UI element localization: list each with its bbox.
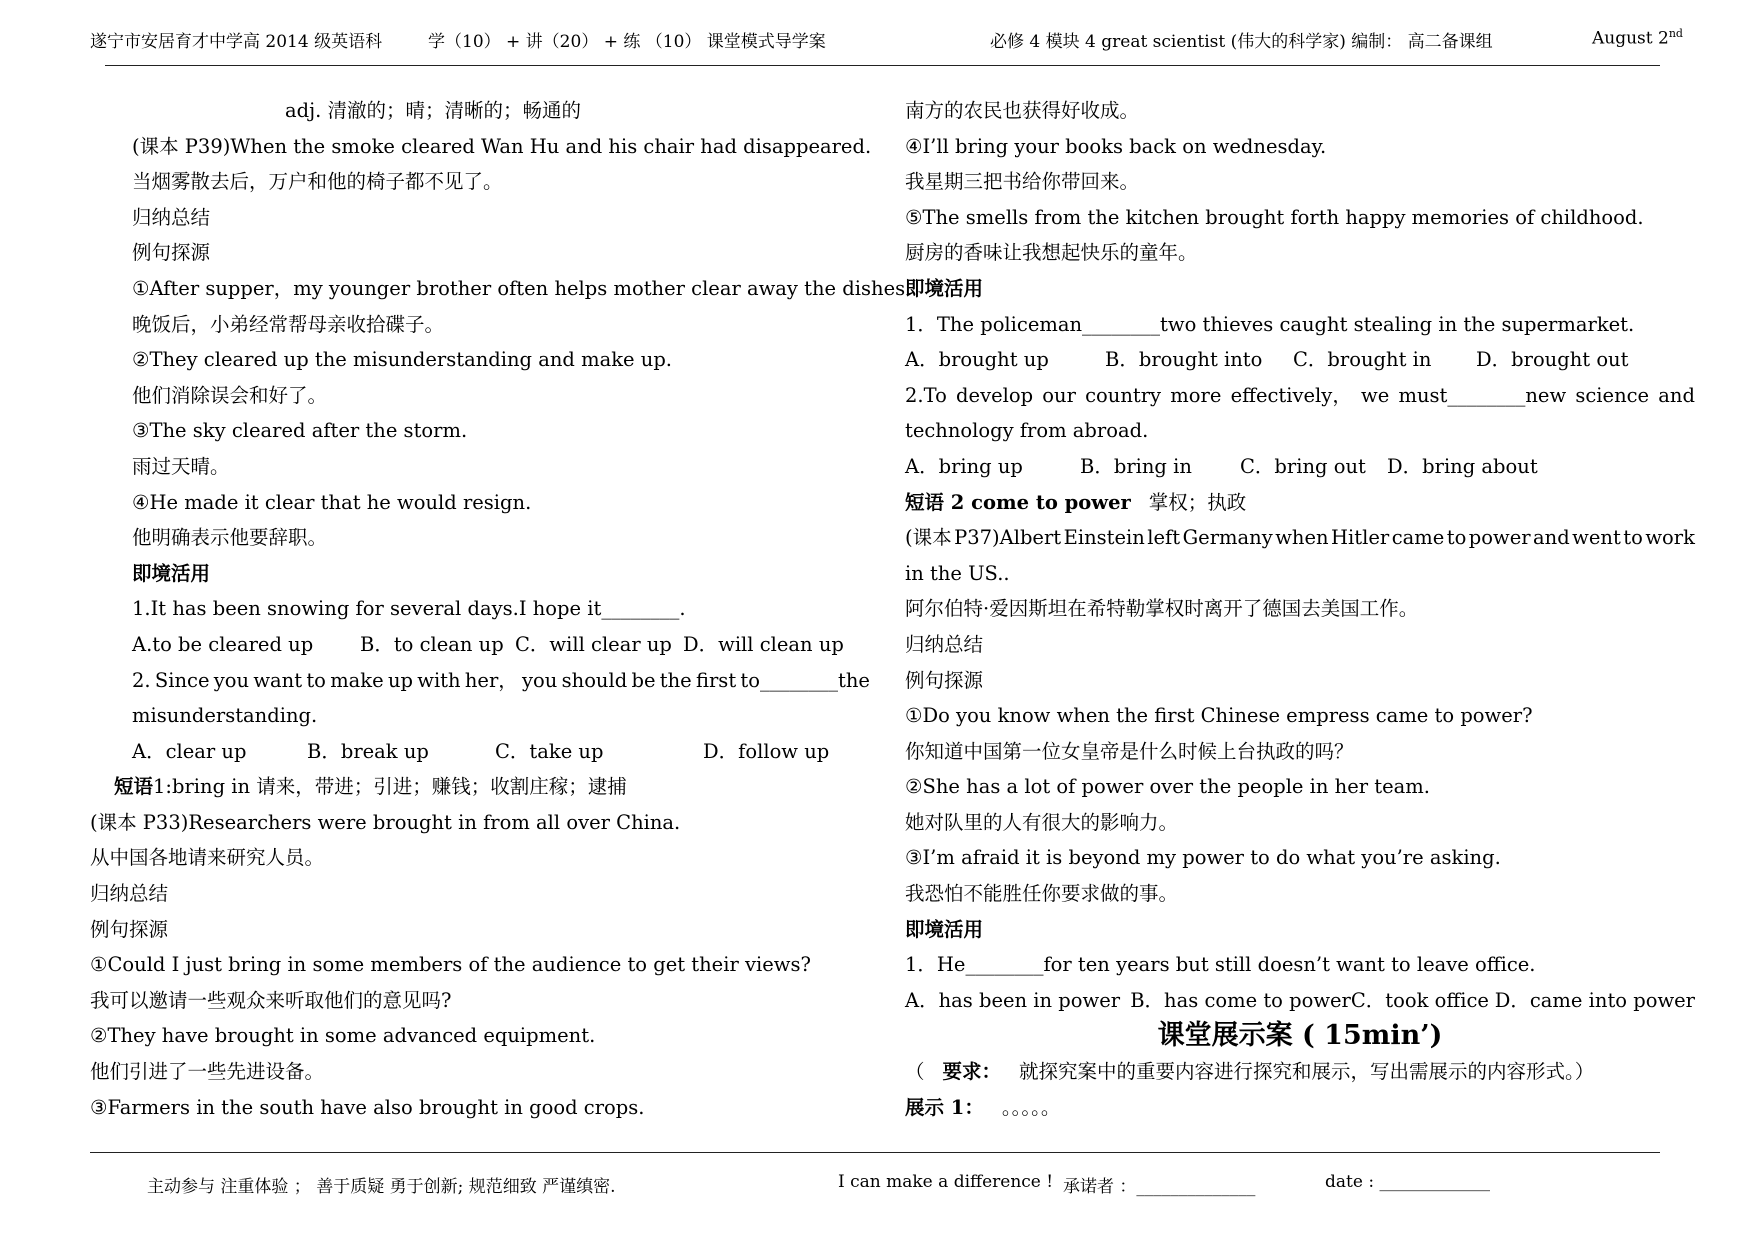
p2-word: went [1572,526,1621,550]
option-c: C．take up [495,739,604,763]
q2-word: and [1658,383,1695,407]
p2-word: (课本 [905,526,952,550]
header-module: 必修 4 模块 4 great scientist (伟大的科学家) 编制： 高二备课组 [990,32,1493,52]
practice-heading: 即境活用 [905,276,984,300]
q2-word: to________the [740,668,870,692]
header-date-sup: nd [1668,27,1683,40]
q2-word: to [306,668,326,692]
phrase-label: 短语 [114,775,154,799]
example-translation: 我可以邀请一些观众来听取他们的意见吗? [90,988,452,1012]
question-2 [90,663,870,699]
textbook-example: (课本 P33)Researchers were brought in from all over China. [90,810,681,834]
option-b: B．bring in [1080,454,1192,478]
question-2 [905,378,1695,414]
header-date-main: August 2 [1592,28,1669,49]
q2-word: should [561,668,628,692]
q2-word: develop [956,383,1034,407]
textbook-example-continuation: in the US.. [905,561,1010,585]
question-2-continuation: technology from abroad. [905,419,1149,443]
option-d: D．will clean up [683,632,844,656]
question-1: 1．He________for ten years but still doesn’t want to leave office. [905,953,1536,977]
q2-word: want [253,668,303,692]
q2-word: up [387,668,413,692]
p2-word: Einstein [1063,526,1145,550]
phrase-1-heading [90,769,870,805]
p2-word: when [1275,526,1329,550]
option-d: D．brought out [1476,348,1629,372]
example-sentence: ③I’m afraid it is beyond my power to do what you’re asking. [905,846,1501,870]
footer-slogan: I can make a difference ! [838,1172,1054,1192]
option-c: C．brought in [1293,348,1432,372]
source-heading: 例句探源 [905,668,984,692]
phrase-1-definition: 1:bring in 请来，带进；引进；赚钱；收割庄稼；逮捕 [153,775,627,799]
question-1-options [90,627,870,663]
p2-word: and [1533,526,1570,550]
question-1-options [905,342,1695,378]
example-translation: 他们消除误会和好了。 [132,383,328,407]
requirement-line [905,1054,1695,1090]
requirement-text: 就探究案中的重要内容进行探究和展示，写出需展示的内容形式。） [1019,1060,1595,1084]
right-column [905,93,1695,1125]
summary-heading: 归纳总结 [90,882,169,906]
header-date [1592,27,1683,49]
textbook-example: (课本 P39)When the smoke cleared Wan Hu and his chair had disappeared. [132,134,872,158]
textbook-example-translation: 从中国各地请来研究人员。 [90,846,325,870]
header-school: 遂宁市安居育才中学高 2014 级英语科 [90,32,383,52]
left-column [90,93,912,1125]
p2-word: came [1391,526,1445,550]
phrase-2-definition: 掌权；执政 [1148,490,1247,514]
p2-word: to [1446,526,1467,550]
q2-word: 2.To [905,383,947,407]
q2-word: effectively， [1230,383,1352,407]
option-b: B．has come to power [1130,988,1351,1012]
show-label: 展示 1： [905,1095,984,1119]
example-translation: 晚饭后，小弟经常帮母亲收拾碟子。 [132,312,445,336]
example-sentence: ①Do you know when the first Chinese empress came to power? [905,704,1533,728]
phrase-2-heading [905,485,1695,521]
example-sentence: ③The sky cleared after the storm. [132,419,468,443]
q2-word: must________new [1398,383,1567,407]
option-c: C．bring out [1240,454,1366,478]
option-d: D．bring about [1387,454,1538,478]
option-a: A．brought up [905,348,1049,372]
summary-heading: 归纳总结 [132,205,211,229]
adj-definition: adj. 清澈的；晴；清晰的；畅通的 [285,99,582,122]
p2-word: work [1645,526,1695,550]
option-b: B．brought into [1105,348,1263,372]
option-a: A．bring up [905,454,1023,478]
requirement-open: （ [905,1060,925,1084]
q2-word: our [1042,383,1076,407]
example-translation: 他们引进了一些先进设备。 [90,1060,325,1084]
example-sentence: ④He made it clear that he would resign. [132,490,532,514]
example-translation: 我星期三把书给你带回来。 [905,170,1140,194]
p2-word: power [1468,526,1531,550]
p2-word: Hitler [1331,526,1390,550]
q2-word: first [695,668,737,692]
question-2-options [90,734,870,770]
example-translation: 雨过天晴。 [132,454,230,478]
q2-word: be [631,668,656,692]
header-rule [105,65,1660,66]
q2-word: with [417,668,461,692]
example-sentence: ②They have brought in some advanced equipment. [90,1024,596,1048]
option-d: D．came into power [1494,988,1695,1012]
textbook-example-translation: 阿尔伯特·爱因斯坦在希特勒掌权时离开了德国去美国工作。 [905,597,1419,621]
option-a: A．clear up [132,739,247,763]
q2-word: the [659,668,692,692]
q2-word: Since [154,668,210,692]
show-placeholder: 。。。。。 [1001,1095,1061,1119]
example-translation: 南方的农民也获得好收成。 [905,99,1140,122]
p2-word: P37)Albert [954,526,1062,550]
example-sentence: ③Farmers in the south have also brought in good crops. [90,1095,645,1119]
practice-heading: 即境活用 [132,561,211,585]
example-sentence: ④I’ll bring your books back on wednesday. [905,134,1327,158]
requirement-label: 要求： [942,1060,1002,1084]
example-sentence: ①After supper，my younger brother often helps mother clear away the dishes. [132,276,912,300]
q2-word: you [213,668,250,692]
option-a: A.to be cleared up [132,632,314,656]
p2-word: Germany [1182,526,1273,550]
question-2-number: 2. [132,668,151,692]
example-sentence: ①Could I just bring in some members of the audience to get their views? [90,953,811,977]
footer-date: date : _____________ [1325,1172,1490,1192]
option-a: A．has been in power [905,988,1121,1012]
option-d: D．follow up [703,739,830,763]
example-sentence: ②They cleared up the misunderstanding and make up. [132,348,673,372]
option-b: B．break up [307,739,429,763]
q2-word: science [1575,383,1650,407]
p2-word: left [1147,526,1181,550]
question-1: 1．The policeman________two thieves caught stealing in the supermarket. [905,312,1635,336]
show-line [905,1090,1695,1126]
question-1-options [905,983,1695,1019]
option-c: C．took office [1350,988,1489,1012]
example-sentence: ⑤The smells from the kitchen brought forth happy memories of childhood. [905,205,1644,229]
summary-heading: 归纳总结 [905,632,984,656]
p2-word: to [1623,526,1643,550]
q2-word: make [330,668,384,692]
example-translation: 你知道中国第一位女皇帝是什么时候上台执政的吗？ [905,739,1354,763]
question-2-continuation: misunderstanding. [132,704,318,728]
q2-word: her， [464,668,518,692]
practice-heading: 即境活用 [905,917,984,941]
option-b: B．to clean up [360,632,504,656]
footer-rule [90,1152,1660,1153]
textbook-example-translation: 当烟雾散去后，万户和他的椅子都不见了。 [132,170,503,194]
textbook-example [905,520,1695,556]
example-translation: 她对队里的人有很大的影响力。 [905,810,1179,834]
example-translation: 我恐怕不能胜任你要求做的事。 [905,882,1179,906]
q2-word: you [522,668,558,692]
option-c: C．will clear up [515,632,672,656]
source-heading: 例句探源 [132,241,211,265]
example-translation: 厨房的香味让我想起快乐的童年。 [905,241,1198,265]
phrase-label: 短语 2 come to power [905,490,1131,514]
q2-word: country [1085,383,1162,407]
q2-word: more [1170,383,1222,407]
q2-word: we [1361,383,1390,407]
section-title: 课堂展示案 ( 15min’) [1157,1020,1443,1052]
example-sentence: ②She has a lot of power over the people in her team. [905,775,1430,799]
source-heading: 例句探源 [90,917,169,941]
example-translation: 他明确表示他要辞职。 [132,526,328,550]
header-class-mode: 学（10） + 讲（20） + 练 （10） 课堂模式导学案 [428,32,826,52]
question-1: 1.It has been snowing for several days.I hope it________. [132,597,686,621]
question-2-options [905,449,1695,485]
footer-promise: 承诺者 ：______________ [1063,1177,1256,1197]
footer-motto: 主动参与 注重体验 ； 善于质疑 勇于创新; 规范细致 严谨缜密. [147,1177,616,1197]
